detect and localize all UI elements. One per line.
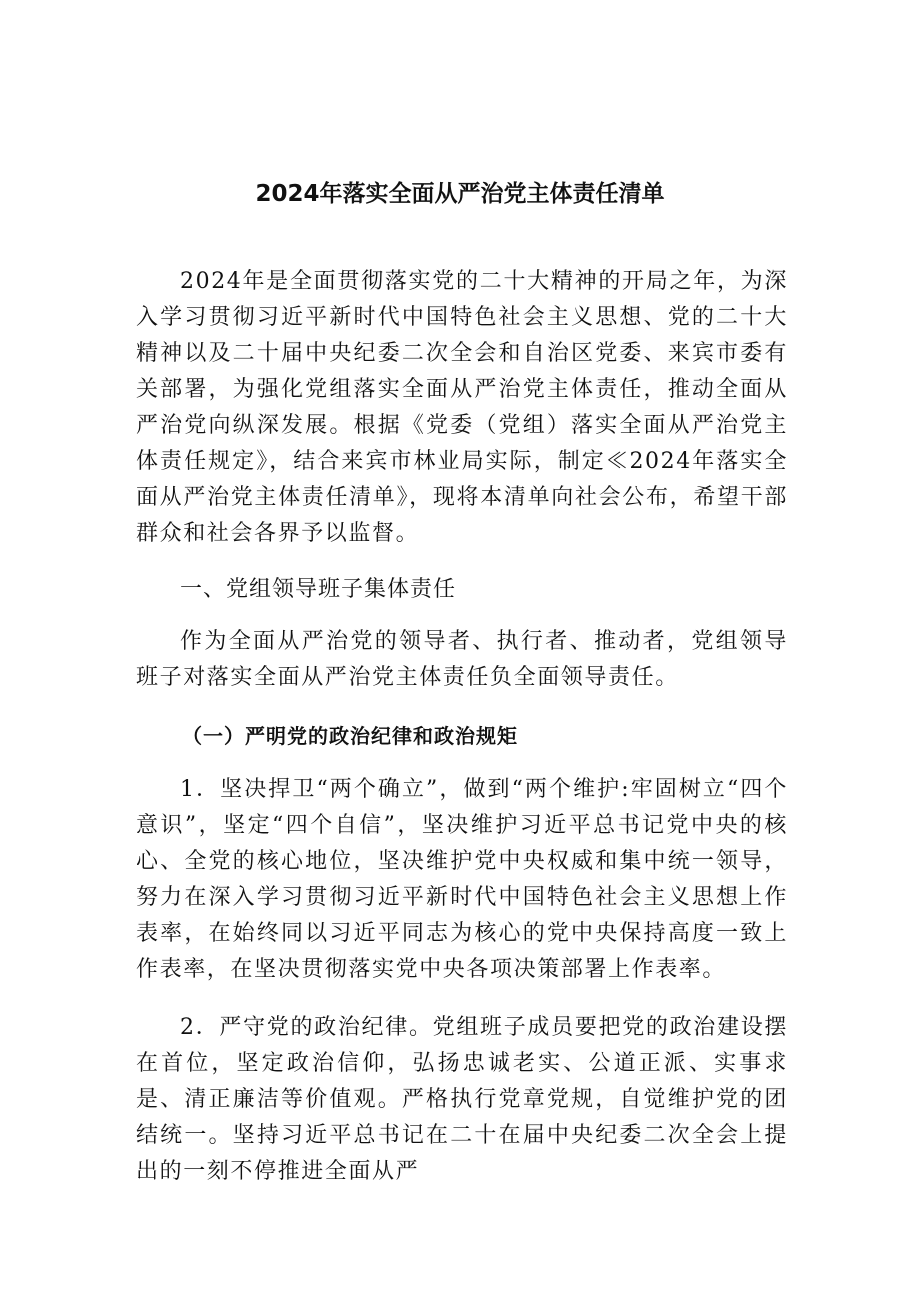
section-1-paragraph: 作为全面从严治党的领导者、执行者、推动者，党组领导班子对落实全面从严治党主体责任负全面领导责任。	[136, 629, 788, 690]
section-heading-1: 一、党组领导班子集体责任	[180, 577, 457, 602]
subsection-heading-1: （一）严明党的政治纪律和政治规矩	[182, 724, 518, 748]
document-body	[136, 264, 788, 1190]
document-title: 2024年落实全面从严治党主体责任清单	[255, 181, 665, 207]
list-item-1: 1．坚决捍卫“两个确立”，做到“两个维护:牢固树立“四个意识”，坚定“四个自信”，坚决维护习近平总书记党中央的核心、全党的核心地位，坚决维护党中央权威和集中统一领导，努力在深入学习贯彻习近平新时代中国特色社会主义思想上作表率，在始终同以习近平同志为核心的党中央保持高度一致上作表率，在坚决贯彻落实党中央各项决策部署上作表率。	[136, 777, 788, 982]
intro-paragraph: 2024年是全面贯彻落实党的二十大精神的开局之年，为深入学习贯彻习近平新时代中国特色社会主义思想、党的二十大精神以及二十届中央纪委二次全会和自治区党委、来宾市委有关部署，为强化党组落实全面从严治党主体责任，推动全面从严治党向纵深发展。根据《党委（党组）落实全面从严治党主体责任规定》，结合来宾市林业局实际，制定≪2024年落实全面从严治党主体责任清单》，现将本清单向社会公布，希望干部群众和社会各界予以监督。	[136, 269, 788, 546]
list-item-2: 2．严守党的政治纪律。党组班子成员要把党的政治建设摆在首位，坚定政治信仰，弘扬忠诚老实、公道正派、实事求是、清正廉洁等价值观。严格执行党章党规，自觉维护党的团结统一。坚持习近平总书记在二十在届中央纪委二次全会上提出的一刻不停推进全面从严	[136, 1015, 788, 1184]
